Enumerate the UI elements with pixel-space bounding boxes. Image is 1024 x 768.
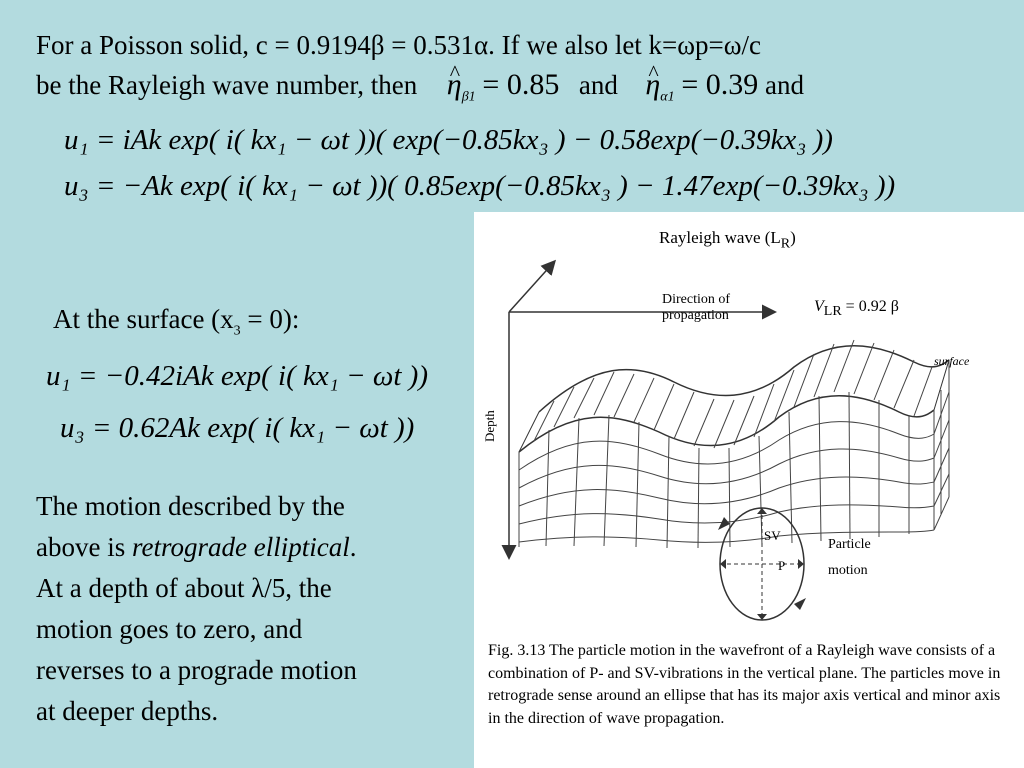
motion-line-2-prefix: above is bbox=[36, 532, 132, 562]
figure-title-subscript: R bbox=[780, 236, 791, 252]
figure-title-end: ) bbox=[790, 228, 796, 247]
sv-label: SV bbox=[764, 528, 781, 543]
figure-title-text: Rayleigh wave (L bbox=[659, 228, 781, 247]
velocity-symbol: V bbox=[814, 298, 824, 315]
surface-hatching bbox=[534, 340, 932, 448]
and-1: and bbox=[578, 70, 618, 100]
eta-alpha-symbol: ^ η bbox=[645, 68, 660, 101]
surface-equation-u1: u₁ = −0.42iAk exp( i( kx₁ − ωt )) bbox=[46, 360, 428, 392]
retrograde-elliptical-term: retrograde elliptical bbox=[131, 532, 350, 562]
eta-beta-symbol: ^ η bbox=[447, 68, 462, 101]
particle-motion-label bbox=[828, 532, 871, 584]
motion-line-6: at deeper depths. bbox=[36, 696, 219, 726]
surface-heading-suffix: = 0): bbox=[240, 304, 300, 334]
intro-line-2 bbox=[36, 66, 804, 116]
depth-label: Depth bbox=[482, 410, 497, 442]
motion-line-5: reverses to a prograde motion bbox=[36, 655, 357, 685]
equation-u3: u₃ = −Ak exp( i( kx₁ − ωt ))( 0.85exp(−0.85kx₃ ) − 1.47exp(−0.39kx₃ )) bbox=[64, 170, 896, 202]
direction-label bbox=[662, 292, 730, 324]
intro-line-1: For a Poisson solid, c = 0.9194β = 0.531α. If we also let k=ωp=ω/c bbox=[36, 30, 762, 60]
eta-alpha-value: = 0.39 bbox=[681, 68, 759, 101]
particle-label-line-2: motion bbox=[828, 563, 868, 578]
velocity-label bbox=[814, 298, 899, 320]
p-label: P bbox=[778, 558, 786, 573]
motion-line-4: motion goes to zero, and bbox=[36, 614, 303, 644]
surface-heading bbox=[53, 300, 299, 350]
surface-left-edge bbox=[519, 412, 539, 452]
rayleigh-wave-figure bbox=[474, 212, 1024, 768]
motion-line-2 bbox=[36, 527, 357, 568]
surface-equation-u3: u₃ = 0.62Ak exp( i( kx₁ − ωt )) bbox=[60, 412, 415, 444]
particle-label-line-1: Particle bbox=[828, 537, 871, 552]
velocity-value: = 0.92 β bbox=[841, 298, 899, 315]
and-2: and bbox=[765, 70, 804, 100]
velocity-subscript: LR bbox=[823, 304, 842, 320]
eta-beta-subscript: β1 bbox=[461, 89, 476, 105]
surface-heading-prefix: At the surface (x bbox=[53, 304, 234, 334]
surface-heading-subscript: 3 bbox=[233, 323, 241, 339]
vertical-axis bbox=[509, 262, 554, 312]
motion-line-3: At a depth of about λ/5, the bbox=[36, 573, 332, 603]
eta-alpha-subscript: α1 bbox=[660, 89, 675, 105]
rayleigh-wave-diagram bbox=[474, 212, 1024, 632]
intro-line-2-prefix: be the Rayleigh wave number, then bbox=[36, 70, 418, 100]
figure-caption: Fig. 3.13 The particle motion in the wavefront of a Rayleigh wave consists of a combination of P- and SV-vibrations in the vertical plane. The particles move in retrograde sense around an ellipse that has its major axis vertical and minor axis in the direction of wave propagation. bbox=[488, 642, 1001, 727]
motion-line-1: The motion described by the bbox=[36, 491, 345, 521]
equation-u1: u₁ = iAk exp( i( kx₁ − ωt ))( exp(−0.85kx₃ ) − 0.58exp(−0.39kx₃ )) bbox=[64, 124, 833, 156]
surface-label: surface bbox=[934, 354, 970, 368]
eta-beta-value: = 0.85 bbox=[482, 68, 560, 101]
figure-title bbox=[659, 228, 796, 252]
motion-description bbox=[36, 486, 357, 732]
direction-label-line-2: propagation bbox=[662, 308, 729, 323]
direction-label-line-1: Direction of bbox=[662, 292, 731, 307]
motion-line-2-suffix: . bbox=[349, 532, 357, 562]
